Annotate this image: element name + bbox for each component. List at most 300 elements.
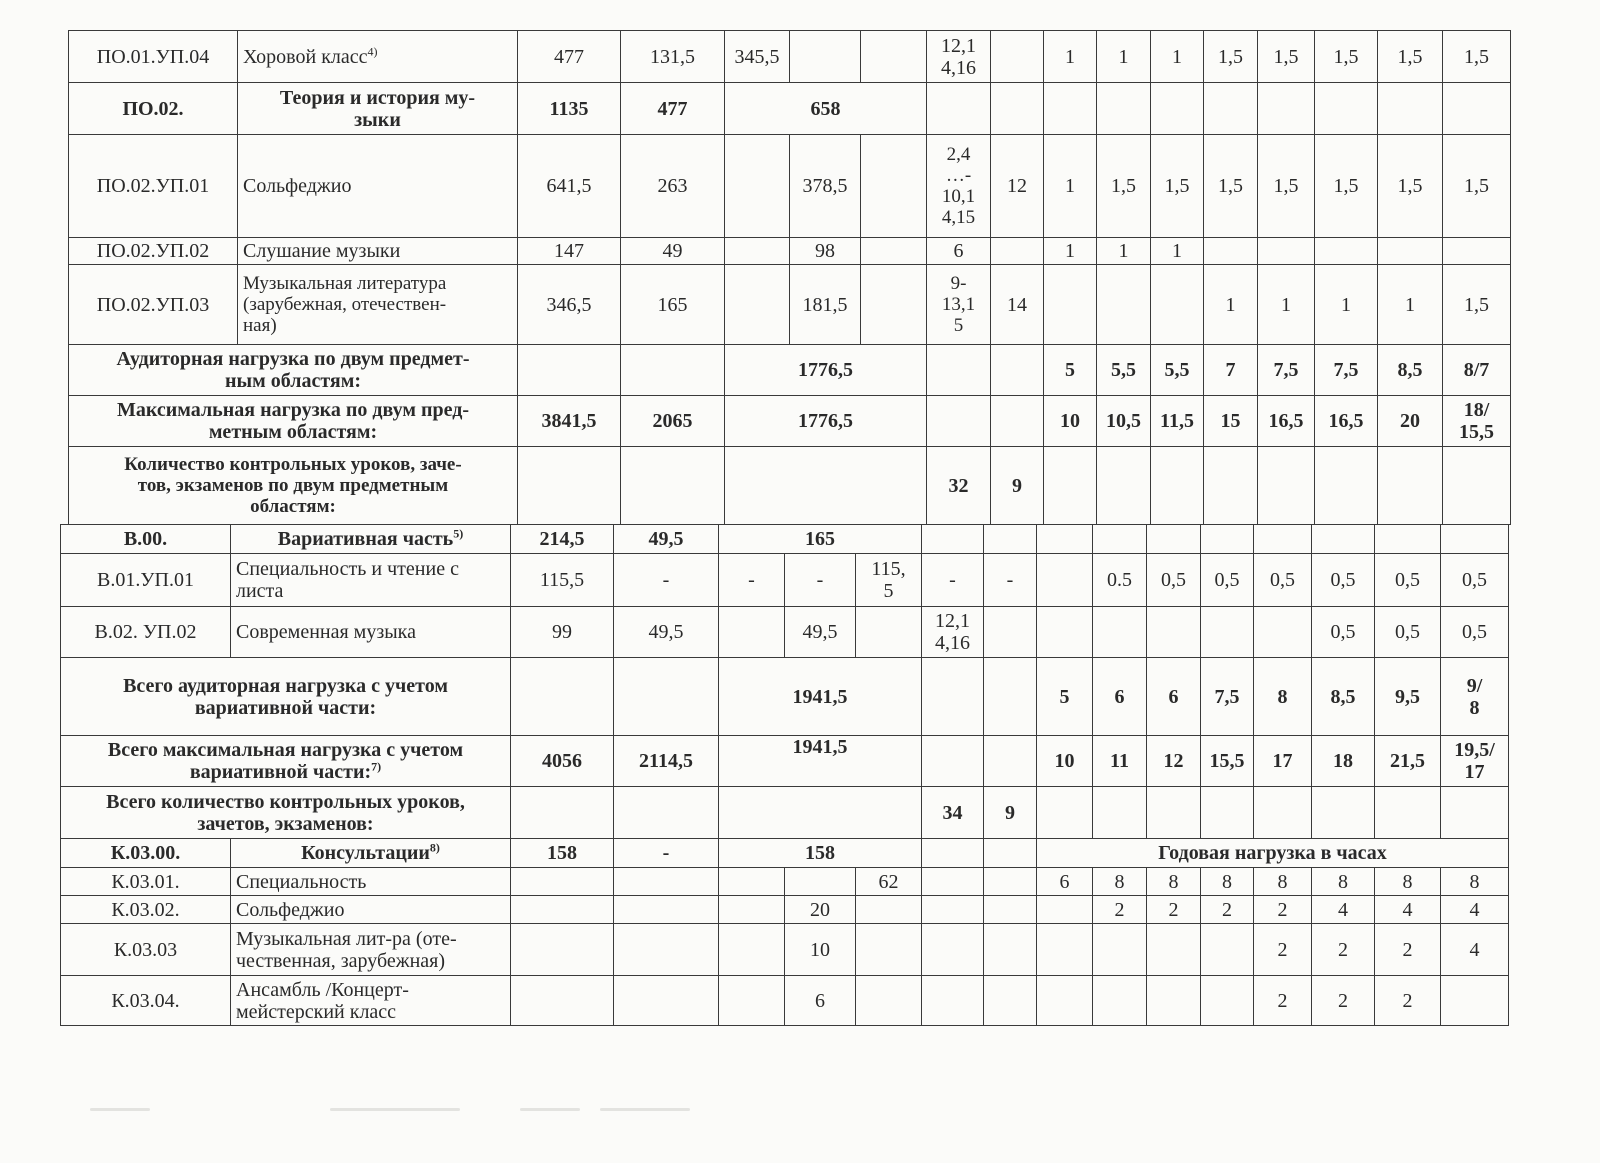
table-cell	[1311, 735, 1375, 787]
table-cell	[1150, 82, 1204, 135]
table-cell	[1096, 82, 1151, 135]
cell-text: 0,5	[1462, 569, 1487, 591]
cell-text: 12	[1007, 175, 1027, 197]
cell-text: Всего аудиторная нагрузка с учетом вариативной части:	[123, 674, 448, 719]
cell-text: 1,5	[1218, 45, 1243, 68]
table-cell	[1096, 395, 1151, 447]
table-cell	[60, 657, 511, 736]
table-cell	[1440, 524, 1509, 554]
table-cell	[613, 524, 719, 554]
scan-artifact	[330, 1108, 460, 1111]
table-cell	[990, 344, 1044, 396]
cell-text: 0,5	[1161, 569, 1186, 591]
table-cell	[1440, 923, 1509, 976]
table-cell	[983, 735, 1037, 787]
cell-text: 8	[1114, 870, 1125, 893]
table-cell	[789, 264, 861, 345]
table-cell	[1374, 867, 1441, 896]
table-cell	[1440, 553, 1509, 607]
table-cell	[1200, 735, 1254, 787]
table-cell	[1253, 606, 1312, 658]
table-cell	[1096, 446, 1151, 525]
table-cell	[921, 606, 984, 658]
table-cell	[1374, 975, 1441, 1026]
table-cell	[1036, 553, 1093, 607]
table-cell	[990, 395, 1044, 447]
cell-text: 2	[1402, 989, 1413, 1012]
cell-text: 658	[810, 97, 841, 120]
table-cell	[1203, 30, 1258, 83]
table-cell	[510, 735, 614, 787]
cell-text: 15	[1220, 410, 1241, 432]
cell-text: 378,5	[802, 175, 848, 197]
table-cell	[855, 867, 922, 896]
table-cell	[1036, 867, 1093, 896]
cell-text: 98	[815, 240, 835, 262]
table-cell	[921, 657, 984, 736]
table-cell	[724, 30, 790, 83]
cell-text: Ансамбль /Концерт- мейстерский класс	[236, 978, 409, 1023]
table-cell	[855, 895, 922, 924]
cell-text: Всего количество контрольных уроков, зачетов, экзаменов:	[106, 790, 465, 835]
cell-text: 1	[1225, 293, 1236, 316]
table-cell	[1092, 895, 1147, 924]
table-cell	[921, 975, 984, 1026]
table-cell	[517, 264, 621, 345]
table-cell	[990, 446, 1044, 525]
cell-text: Современная музыка	[236, 621, 416, 643]
cell-text: 1	[1118, 45, 1129, 68]
table-cell	[1257, 82, 1315, 135]
cell-text: 19,5/ 17	[1454, 739, 1495, 783]
table-cell	[60, 786, 511, 839]
cell-text: Всего максимальная нагрузка с учетом вариативной части:$^{7)}$	[107, 739, 464, 783]
cell-text: 165	[805, 528, 835, 550]
table-cell	[68, 344, 518, 396]
cell-text: 2	[1168, 898, 1179, 921]
cell-text: 181,5	[802, 293, 848, 316]
cell-text: 2	[1114, 898, 1125, 921]
table-cell	[1043, 134, 1097, 238]
cell-text: Годовая нагрузка в часах	[1158, 842, 1387, 864]
table-cell	[68, 264, 238, 345]
cell-text: 0,5	[1395, 621, 1420, 643]
cell-text: 1,5	[1164, 175, 1190, 197]
cell-text: 6	[1114, 685, 1125, 708]
cell-text: 49,5	[802, 621, 838, 643]
cell-text: 1,5	[1273, 175, 1299, 197]
table-cell	[1146, 553, 1201, 607]
table-cell	[510, 553, 614, 607]
table-cell	[1253, 553, 1312, 607]
table-cell	[1314, 82, 1378, 135]
table-cell	[1257, 30, 1315, 83]
table-cell	[613, 553, 719, 607]
cell-text: -	[1006, 569, 1014, 591]
cell-text: 2	[1277, 938, 1288, 961]
footnote-marker: 5)	[453, 526, 464, 541]
table-cell	[1311, 975, 1375, 1026]
table-cell	[1200, 606, 1254, 658]
table-cell	[1150, 395, 1204, 447]
table-cell	[517, 395, 621, 447]
table-cell	[860, 264, 927, 345]
cell-text: 5,5	[1164, 359, 1190, 381]
cell-text: 0,5	[1462, 621, 1487, 643]
table-cell	[1203, 446, 1258, 525]
table-cell	[718, 867, 785, 896]
table-cell	[855, 923, 922, 976]
cell-text: 1,5	[1464, 175, 1489, 197]
table-cell	[718, 838, 922, 868]
table-cell	[1314, 264, 1378, 345]
cell-text: 1	[1118, 240, 1129, 262]
cell-text: 12,1 4,16	[941, 34, 976, 79]
cell-text: 7	[1225, 359, 1236, 381]
table-cell	[230, 606, 511, 658]
table-cell	[510, 975, 614, 1026]
cell-text: 1	[1341, 293, 1351, 316]
table-cell	[718, 657, 922, 736]
table-cell	[983, 838, 1037, 868]
table-cell	[860, 134, 927, 238]
table-cell	[855, 606, 922, 658]
table-cell	[237, 264, 518, 345]
cell-text: 2,4 …- 10,1 4,15	[941, 144, 976, 228]
table-cell	[724, 134, 790, 238]
table-cell	[1043, 30, 1097, 83]
table-cell	[68, 395, 518, 447]
table-cell	[1253, 786, 1312, 839]
table-cell	[1253, 657, 1312, 736]
table-cell	[724, 237, 790, 265]
table-cell	[724, 264, 790, 345]
table-cell	[724, 446, 927, 525]
cell-text: 1,5	[1218, 175, 1243, 197]
table-cell	[718, 786, 922, 839]
table-cell	[613, 606, 719, 658]
table-cell	[718, 524, 922, 554]
table-cell	[1440, 786, 1509, 839]
cell-text: 9	[1005, 801, 1015, 824]
cell-text: 8	[1402, 870, 1413, 893]
cell-text: 49,5	[648, 528, 684, 550]
table-cell	[1200, 867, 1254, 896]
table-cell	[613, 895, 719, 924]
table-cell	[1200, 524, 1254, 554]
table-cell	[1442, 237, 1511, 265]
table-cell	[983, 657, 1037, 736]
cell-text: 10,5	[1106, 410, 1141, 432]
table-cell	[230, 923, 511, 976]
table-cell	[230, 895, 511, 924]
table-cell	[68, 30, 238, 83]
table-cell	[1257, 395, 1315, 447]
table-cell	[1092, 786, 1147, 839]
table-cell	[68, 134, 238, 238]
table-cell	[510, 606, 614, 658]
table-cell	[921, 838, 984, 868]
table-cell	[921, 923, 984, 976]
table-cell	[517, 82, 621, 135]
cell-text: 1,5	[1397, 175, 1423, 197]
cell-text: 0,5	[1270, 569, 1295, 591]
table-cell	[1311, 786, 1375, 839]
cell-text: 1	[1065, 45, 1075, 68]
table-cell	[718, 606, 785, 658]
table-cell	[517, 134, 621, 238]
cell-text: В.01.УП.01	[97, 569, 194, 591]
table-cell	[921, 895, 984, 924]
table-cell	[1442, 395, 1511, 447]
table-cell	[784, 606, 856, 658]
table-cell	[1311, 895, 1375, 924]
cell-text: 1	[1281, 293, 1291, 316]
table-cell	[1311, 867, 1375, 896]
cell-text: 346,5	[546, 293, 592, 316]
cell-text: 477	[657, 97, 688, 120]
table-cell	[510, 524, 614, 554]
table-cell	[1146, 895, 1201, 924]
cell-text: 345,5	[734, 45, 780, 68]
table-cell	[1200, 923, 1254, 976]
table-cell	[784, 975, 856, 1026]
table-cell	[1253, 895, 1312, 924]
table-cell	[1203, 82, 1258, 135]
cell-text: 12	[1163, 750, 1184, 772]
cell-text: 1	[1065, 175, 1075, 197]
table-cell	[237, 237, 518, 265]
cell-text: 11	[1110, 750, 1129, 772]
table-cell	[1200, 657, 1254, 736]
table-cell	[1150, 237, 1204, 265]
cell-text: 1	[1405, 293, 1415, 316]
table-cell	[1036, 606, 1093, 658]
cell-text: 115,5	[539, 569, 585, 591]
cell-text: 263	[657, 175, 688, 197]
table-cell	[237, 30, 518, 83]
table-cell	[789, 237, 861, 265]
table-cell	[1374, 553, 1441, 607]
cell-text: 17	[1272, 750, 1293, 772]
cell-text: К.03.02.	[111, 898, 180, 921]
cell-text: 158	[547, 842, 577, 864]
cell-text: 4	[1469, 938, 1480, 961]
cell-text: 6	[1059, 870, 1070, 893]
table-cell	[1257, 264, 1315, 345]
table-cell	[1442, 30, 1511, 83]
cell-text: 1	[1065, 240, 1075, 262]
table-cell	[1257, 344, 1315, 396]
table-cell	[860, 237, 927, 265]
table-cell	[620, 82, 725, 135]
table-cell	[1096, 30, 1151, 83]
scan-artifact	[90, 1108, 150, 1111]
table-cell	[1311, 923, 1375, 976]
cell-text: Хоровой класс$^{4)}$	[243, 43, 378, 68]
cell-text: 1,5	[1464, 45, 1489, 68]
cell-text: 1,5	[1333, 45, 1359, 68]
cell-text: 1,5	[1273, 45, 1299, 68]
cell-text: ПО.02.УП.03	[96, 293, 210, 316]
table-cell	[921, 867, 984, 896]
table-cell	[237, 134, 518, 238]
table-cell	[613, 657, 719, 736]
cell-text: 1776,5	[798, 359, 853, 381]
table-cell	[510, 786, 614, 839]
cell-text: Сольфеджио	[243, 175, 352, 197]
cell-text: Слушание музыки	[243, 240, 401, 262]
cell-text: 8	[1338, 870, 1348, 893]
table-cell	[1442, 82, 1511, 135]
table-cell	[1043, 237, 1097, 265]
table-cell	[620, 237, 725, 265]
table-cell	[1043, 264, 1097, 345]
table-cell	[921, 524, 984, 554]
table-cell	[718, 735, 922, 787]
cell-text: 1,5	[1333, 175, 1359, 197]
table-cell	[926, 446, 991, 525]
cell-text: 147	[554, 240, 584, 262]
table-cell	[613, 867, 719, 896]
table-cell	[1377, 344, 1443, 396]
cell-text: Сольфеджио	[236, 898, 345, 921]
cell-text: Максимальная нагрузка по двум пред- метным областям:	[117, 399, 469, 443]
table-cell	[1092, 975, 1147, 1026]
table-cell	[517, 344, 621, 396]
cell-text: 21,5	[1390, 750, 1425, 772]
cell-text: 2065	[652, 410, 693, 432]
table-cell	[230, 524, 511, 554]
table-cell	[613, 923, 719, 976]
table-cell	[60, 975, 231, 1026]
table-cell	[926, 82, 991, 135]
cell-text: 18/ 15,5	[1459, 399, 1494, 443]
table-cell	[1043, 82, 1097, 135]
cell-text: 2	[1222, 898, 1232, 921]
table-cell	[1203, 264, 1258, 345]
table-cell	[926, 30, 991, 83]
cell-text: 1941,5	[792, 736, 848, 758]
table-cell	[60, 895, 231, 924]
table-cell	[1440, 895, 1509, 924]
table-cell	[620, 446, 725, 525]
table-cell	[1203, 134, 1258, 238]
table-cell	[724, 395, 927, 447]
table-cell	[517, 446, 621, 525]
cell-text: 641,5	[546, 175, 592, 197]
table-cell	[1043, 395, 1097, 447]
table-cell	[860, 30, 927, 83]
table-cell	[1374, 657, 1441, 736]
table-cell	[1200, 895, 1254, 924]
cell-text: 32	[948, 474, 969, 497]
cell-text: Консультации$^{8)}$	[301, 840, 440, 864]
table-cell	[1374, 524, 1441, 554]
cell-text: 8,5	[1397, 359, 1423, 381]
cell-text: 1941,5	[792, 685, 848, 708]
table-cell	[1146, 975, 1201, 1026]
cell-text: 4	[1469, 898, 1480, 921]
scan-artifact	[600, 1108, 690, 1111]
table-cell	[855, 975, 922, 1026]
table-cell	[1253, 735, 1312, 787]
table-cell	[724, 344, 927, 396]
footnote-marker: 8)	[429, 840, 440, 855]
table-cell	[1257, 237, 1315, 265]
table-cell	[230, 553, 511, 607]
cell-text: 16,5	[1328, 410, 1364, 432]
table-cell	[1150, 264, 1204, 345]
cell-text: 2	[1338, 938, 1348, 961]
table-cell	[620, 30, 725, 83]
table-cell	[613, 975, 719, 1026]
cell-text: 2	[1277, 898, 1288, 921]
cell-text: 9	[1012, 474, 1022, 497]
cell-text: 14	[1007, 293, 1027, 316]
table-cell	[68, 82, 238, 135]
table-cell	[1314, 237, 1378, 265]
table-cell	[1440, 867, 1509, 896]
table-cell	[230, 867, 511, 896]
cell-text: 8/7	[1463, 359, 1490, 381]
table-cell	[60, 867, 231, 896]
table-cell	[1314, 344, 1378, 396]
table-cell	[510, 895, 614, 924]
table-cell	[1203, 344, 1258, 396]
cell-text: 0,5	[1395, 569, 1420, 591]
table-cell	[1150, 344, 1204, 396]
table-cell	[1203, 237, 1258, 265]
table-cell	[1311, 553, 1375, 607]
cell-text: ПО.01.УП.04	[96, 45, 210, 68]
table-cell	[1253, 923, 1312, 976]
table-cell	[921, 786, 984, 839]
table-cell	[230, 838, 511, 868]
table-cell	[237, 82, 518, 135]
table-cell	[718, 923, 785, 976]
table-cell	[983, 895, 1037, 924]
table-cell	[1096, 134, 1151, 238]
table-cell	[613, 838, 719, 868]
table-cell	[926, 344, 991, 396]
table-cell	[784, 923, 856, 976]
table-cell	[784, 895, 856, 924]
table-cell	[620, 134, 725, 238]
cell-text: 9/ 8	[1466, 674, 1483, 719]
table-cell	[68, 446, 518, 525]
cell-text: 99	[552, 621, 572, 643]
cell-text: 477	[554, 45, 584, 68]
cell-text: -	[662, 569, 670, 591]
table-cell	[1146, 657, 1201, 736]
table-cell	[1377, 446, 1443, 525]
table-cell	[1043, 344, 1097, 396]
table-cell	[1146, 786, 1201, 839]
table-cell	[613, 735, 719, 787]
table-cell	[990, 82, 1044, 135]
cell-text: 4	[1338, 898, 1348, 921]
table-cell	[1377, 134, 1443, 238]
cell-text: 12,1 4,16	[935, 610, 970, 654]
cell-text: 34	[942, 801, 963, 824]
cell-text: 1135	[549, 97, 589, 120]
cell-text: 115, 5	[871, 558, 906, 602]
cell-text: 8	[1222, 870, 1232, 893]
cell-text: 0,5	[1214, 569, 1240, 591]
table-cell	[724, 82, 927, 135]
table-cell	[1036, 735, 1093, 787]
